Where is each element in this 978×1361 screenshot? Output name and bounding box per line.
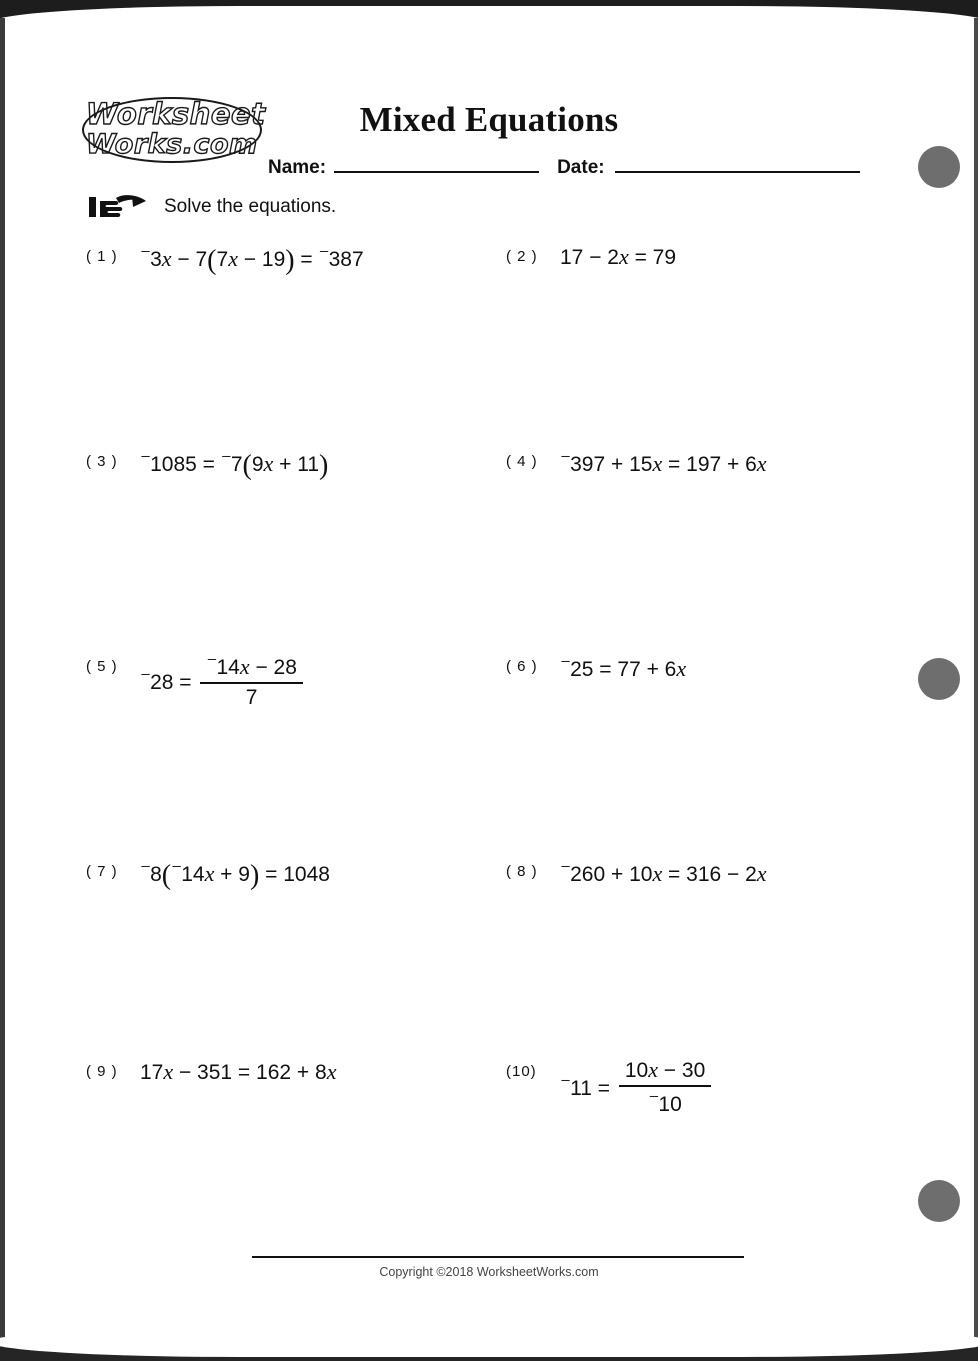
fraction	[200, 651, 303, 712]
problem-equation: ⁻397 + 15x = 197 + 6x	[560, 449, 767, 476]
problem-equation: ⁻8(⁻14x + 9) = 1048	[140, 859, 330, 891]
problem-item-1	[80, 243, 490, 448]
problem-row	[80, 243, 910, 448]
scan-edge-left	[0, 18, 5, 1343]
problem-equation: ⁻3x − 7(7x − 19) = ⁻387	[140, 244, 364, 276]
problem-equation: ⁻11 = $\frac{10x - 30}{^-10}$	[552, 1058, 714, 1121]
punch-hole	[918, 146, 960, 188]
problem-number: ( 5 )	[86, 658, 118, 675]
name-field[interactable]	[334, 155, 539, 173]
date-label: Date:	[557, 157, 605, 178]
copyright-text: Copyright ©2018 WorksheetWorks.com	[379, 1265, 599, 1279]
problem-number: ( 4 )	[506, 453, 538, 470]
logo-line-2: Works.com	[86, 129, 258, 160]
problem-equation: ⁻25 = 77 + 6x	[560, 654, 687, 681]
date-field[interactable]	[615, 155, 860, 173]
page-title: Mixed Equations	[359, 100, 619, 139]
problem-equation: ⁻28 = $\frac{^-14x - 28}{7}$	[132, 653, 306, 714]
problem-item-2	[490, 243, 910, 448]
problem-item-10	[490, 1058, 910, 1178]
problem-item-9	[80, 1058, 490, 1178]
problem-row	[80, 448, 910, 653]
problem-item-5	[80, 653, 490, 858]
footer-divider	[252, 1256, 744, 1258]
problem-item-4	[490, 448, 910, 653]
problem-number: ( 3 )	[86, 453, 118, 470]
logo-line-1: Worksheet	[86, 97, 266, 131]
problem-item-8	[490, 858, 910, 1058]
pointing-hand-icon	[88, 192, 154, 222]
scan-edge-bottom-mask	[0, 1327, 978, 1357]
problem-equation: ⁻1085 = ⁻7(9x + 11)	[140, 449, 329, 481]
problem-equation: 17 − 2x = 79	[560, 244, 677, 269]
punch-hole	[918, 658, 960, 700]
problem-row	[80, 858, 910, 1058]
problem-item-3	[80, 448, 490, 653]
instruction-text: Solve the equations.	[164, 196, 337, 217]
problem-row	[80, 1058, 910, 1178]
name-label: Name:	[268, 157, 327, 178]
fraction-numerator: ⁻14x − 28	[200, 651, 303, 684]
problem-item-7	[80, 858, 490, 1058]
scan-edge-right	[974, 18, 978, 1343]
problem-number: (10)	[506, 1063, 537, 1080]
problem-equation: 17x − 351 = 162 + 8x	[140, 1059, 337, 1084]
instruction-row	[88, 192, 336, 222]
fraction-denominator: 7	[245, 686, 258, 710]
fraction-numerator: 10x − 30	[619, 1056, 711, 1087]
problem-number: ( 1 )	[86, 248, 118, 265]
problem-number: ( 6 )	[506, 658, 538, 675]
problem-grid	[80, 243, 910, 1178]
fraction	[619, 1056, 711, 1119]
problem-number: ( 8 )	[506, 863, 538, 880]
problem-row	[80, 653, 910, 858]
problem-equation: ⁻260 + 10x = 316 − 2x	[560, 859, 767, 886]
problem-number: ( 7 )	[86, 863, 118, 880]
name-date-row	[268, 155, 898, 181]
punch-hole	[918, 1180, 960, 1222]
fraction-denominator: ⁻10	[648, 1089, 682, 1117]
problem-item-6	[490, 653, 910, 858]
scan-edge-top-mask	[0, 6, 978, 40]
problem-number: ( 9 )	[86, 1063, 118, 1080]
problem-number: ( 2 )	[506, 248, 538, 265]
